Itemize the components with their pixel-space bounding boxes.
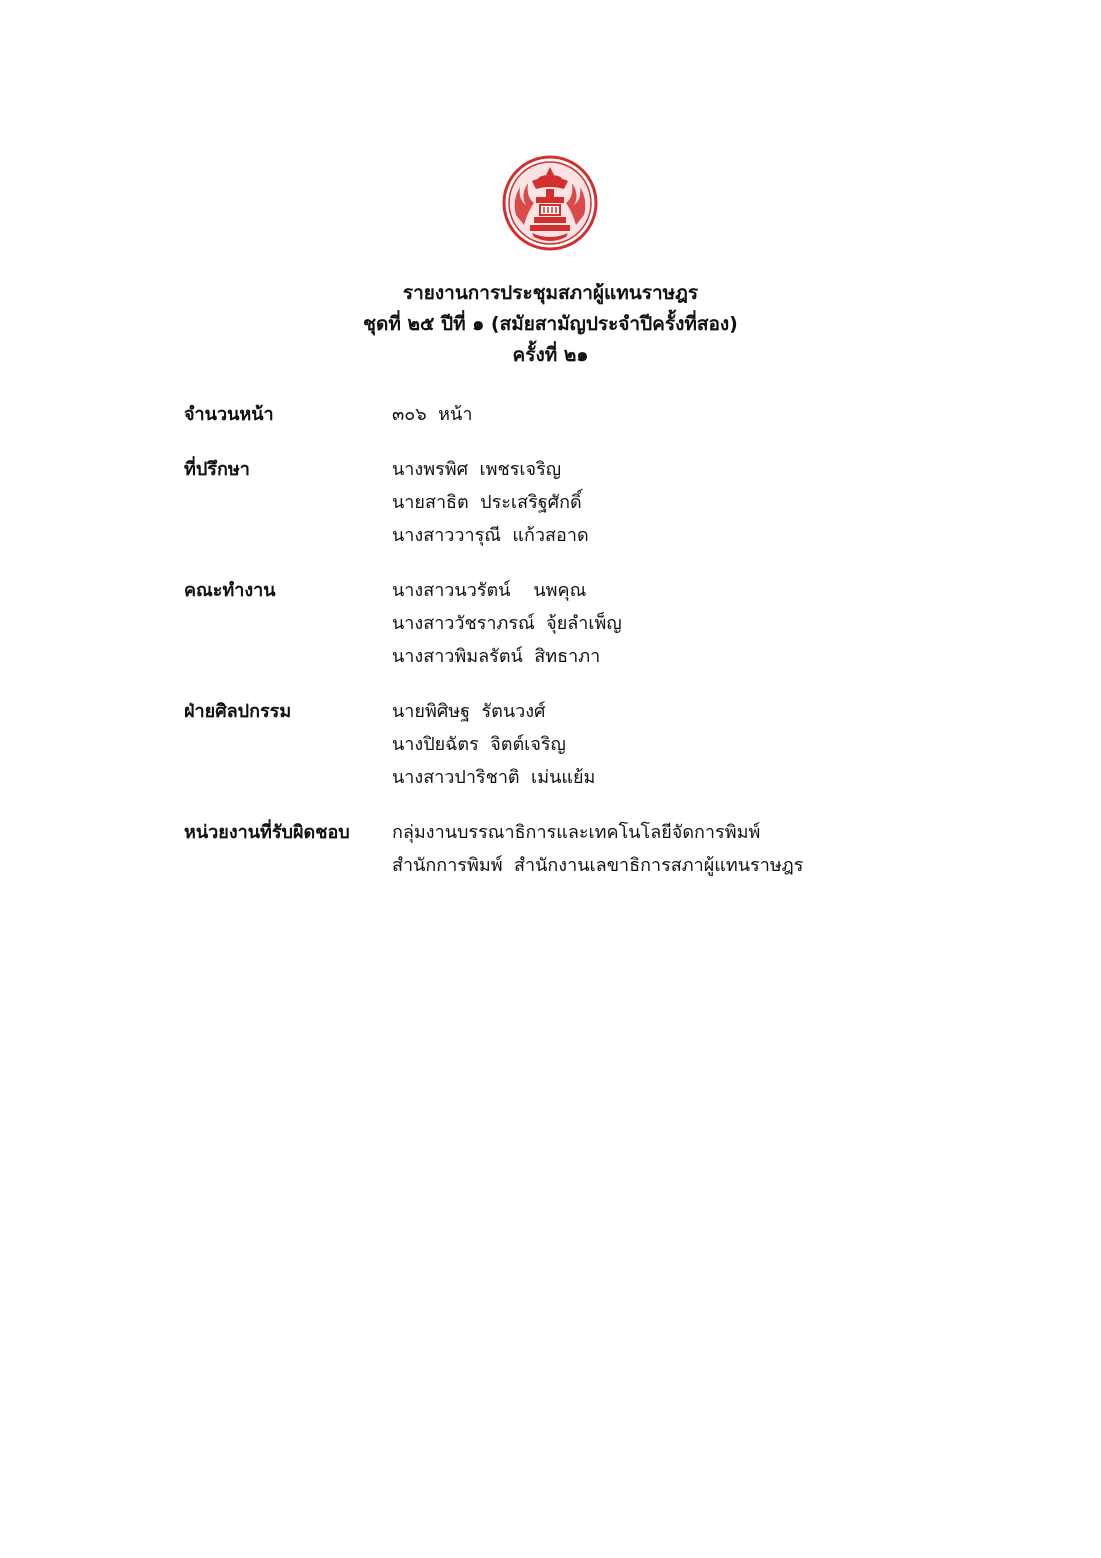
team-member-name: นางสาวนวรัตน์ นพคุณ	[392, 580, 587, 601]
credit-row-responsible-unit	[184, 816, 944, 882]
artist-name: นางปิยฉัตร จิตต์เจริญ	[392, 734, 566, 755]
credit-values-art-department	[392, 695, 944, 794]
unit-name: กลุ่มงานบรรณาธิการและเทคโนโลยีจัดการพิมพ์	[392, 822, 761, 843]
unit-name: สำนักการพิมพ์ สำนักงานเลขาธิการสภาผู้แทนราษฎร	[392, 855, 804, 876]
credit-label-advisors: ที่ปรึกษา	[184, 459, 250, 480]
advisor-name: นางพรพิศ เพชรเจริญ	[392, 459, 562, 480]
title-line-2: ชุดที่ ๒๕ ปีที่ ๑ (สมัยสามัญประจำปีครั้งที่สอง)	[363, 313, 738, 335]
credits-section	[184, 398, 944, 904]
credit-label-working-team: คณะทำงาน	[184, 580, 276, 601]
title-line-1: รายงานการประชุมสภาผู้แทนราษฎร	[402, 282, 699, 304]
credit-label-art-department: ฝ่ายศิลปกรรม	[184, 701, 292, 722]
credit-values-responsible-unit	[392, 816, 944, 882]
team-member-name: นางสาวพิมลรัตน์ สิทธาภา	[392, 646, 601, 667]
credit-values-working-team	[392, 574, 944, 673]
parliament-emblem-icon	[502, 155, 598, 251]
credit-row-pages	[184, 398, 944, 431]
advisor-name: นางสาววารุณี แก้วสอาด	[392, 525, 589, 546]
advisor-name: นายสาธิต ประเสริฐศักดิ์	[392, 492, 582, 513]
title-line-3: ครั้งที่ ๒๑	[512, 344, 589, 366]
report-title	[0, 278, 1101, 371]
artist-name: นางสาวปาริชาติ เม่นแย้ม	[392, 767, 596, 788]
page-count: ๓๐๖ หน้า	[392, 404, 473, 425]
credit-row-advisors	[184, 453, 944, 552]
credit-label-responsible-unit: หน่วยงานที่รับผิดชอบ	[184, 822, 350, 843]
credit-label-pages: จำนวนหน้า	[184, 404, 274, 425]
credit-values-pages	[392, 398, 944, 431]
artist-name: นายพิศิษฐ รัตนวงศ์	[392, 701, 546, 722]
credit-row-art-department	[184, 695, 944, 794]
team-member-name: นางสาววัชราภรณ์ จุ้ยลำเพ็ญ	[392, 613, 622, 634]
credit-values-advisors	[392, 453, 944, 552]
credit-row-working-team	[184, 574, 944, 673]
